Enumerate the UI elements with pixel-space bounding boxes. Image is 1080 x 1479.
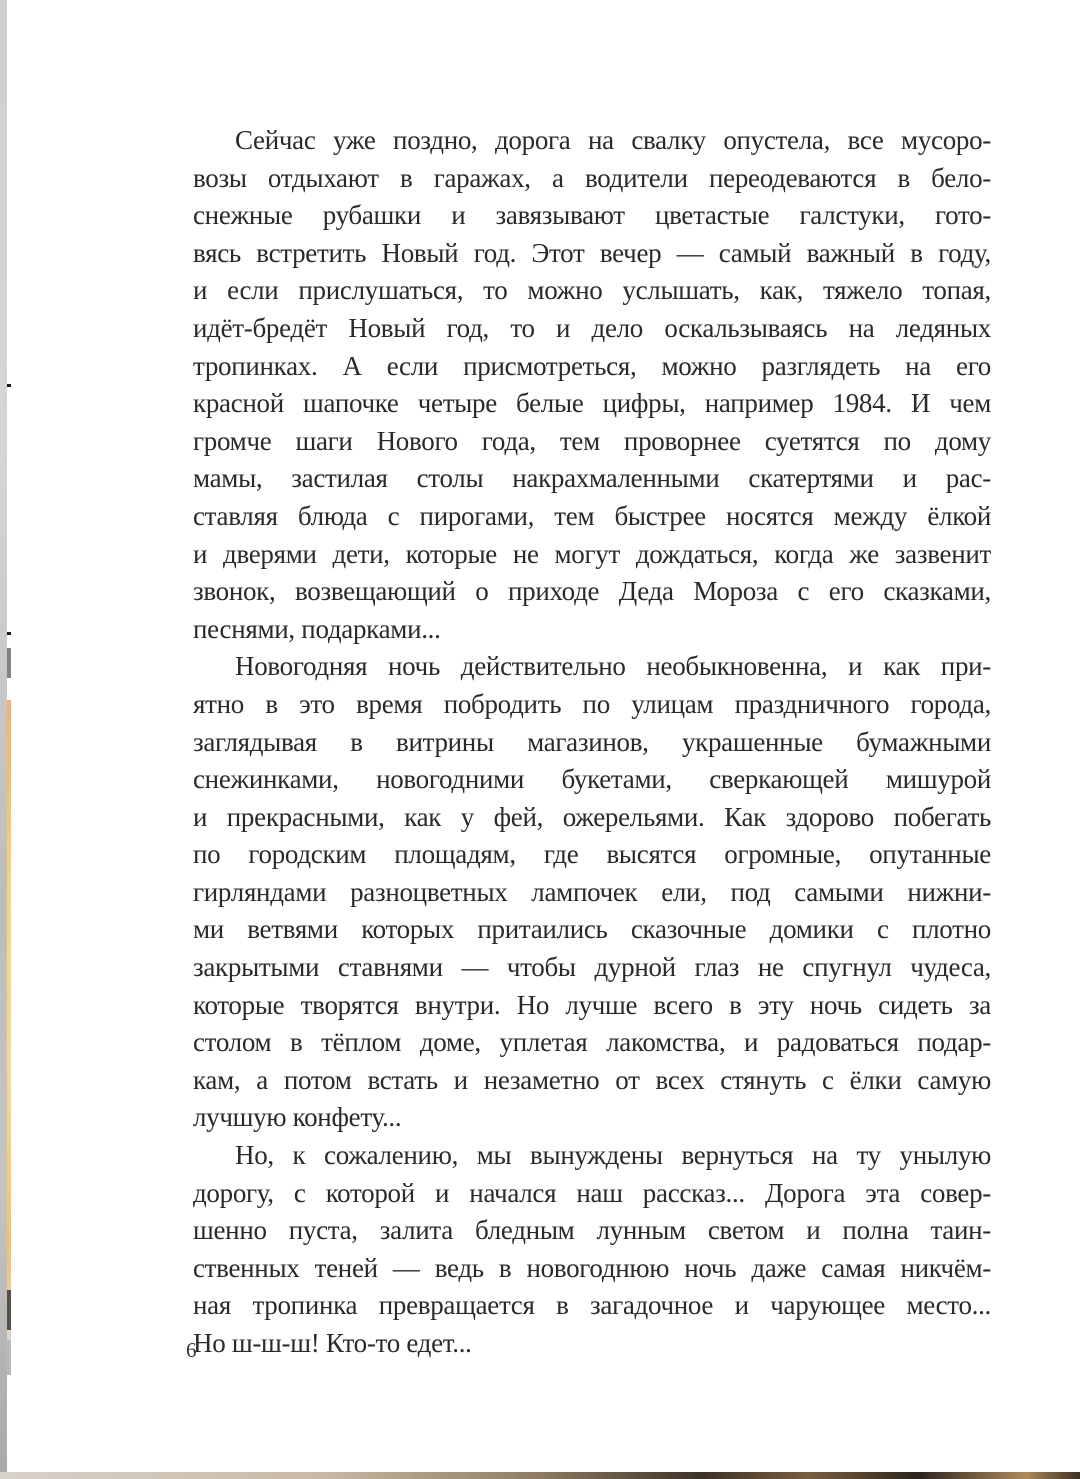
text-line: красной шапочке четыре белые цифры, например 1984. И чем bbox=[193, 388, 991, 419]
text-line: Но, к сожалению, мы вынуждены вернуться на ту унылую bbox=[235, 1140, 991, 1171]
scan-edge-bottom bbox=[0, 1472, 1080, 1479]
text-line: ми ветвями которых притаились сказочные домики с плотно bbox=[193, 914, 991, 945]
text-line: снежинками, новогодними букетами, сверкающей мишурой bbox=[193, 764, 991, 795]
scan-edge-left bbox=[0, 0, 7, 1479]
text-line: тропинках. А если присмотреться, можно разглядеть на его bbox=[193, 350, 991, 381]
text-line: и прекрасными, как у фей, ожерельями. Как здорово побегать bbox=[193, 801, 991, 832]
text-line: шенно пуста, залита бледным лунным светом и полна таин- bbox=[193, 1215, 991, 1246]
text-line: заглядывая в витрины магазинов, украшенные бумажными bbox=[193, 726, 991, 757]
text-line: закрытыми ставнями — чтобы дурной глаз не спугнул чудеса, bbox=[193, 952, 991, 983]
text-line: лучшую конфету... bbox=[193, 1102, 402, 1133]
scan-artifact-mark bbox=[7, 648, 11, 678]
paragraph-2 bbox=[193, 648, 991, 1137]
scan-artifact-mark bbox=[7, 1290, 11, 1330]
text-line: кам, а потом встать и незаметно от всех стянуть с ёлки самую bbox=[193, 1064, 991, 1095]
body-text bbox=[193, 122, 991, 1363]
paragraph-3 bbox=[193, 1137, 991, 1363]
scan-artifact-mark bbox=[7, 1340, 11, 1375]
text-line: гирляндами разноцветных лампочек ели, под самыми нижни- bbox=[193, 876, 991, 907]
scan-artifact-mark bbox=[7, 632, 11, 635]
text-line: Новогодняя ночь действительно необыкновенна, и как при- bbox=[235, 651, 991, 682]
text-line: вясь встретить Новый год. Этот вечер — самый важный в году, bbox=[193, 237, 991, 268]
text-line: ставляя блюда с пирогами, тем быстрее носятся между ёлкой bbox=[193, 500, 991, 531]
text-line: ственных теней — ведь в новогоднюю ночь даже самая никчём- bbox=[193, 1252, 991, 1283]
text-line: ятно в это время побродить по улицам праздничного города, bbox=[193, 688, 991, 719]
text-line: Но ш-ш-ш! Кто-то едет... bbox=[193, 1328, 472, 1358]
text-line: песнями, подарками... bbox=[193, 613, 441, 644]
scan-edge-color-strip bbox=[7, 700, 11, 1340]
text-line: и если прислушаться, то можно услышать, как, тяжело топая, bbox=[193, 275, 991, 306]
text-line: по городским площадям, где высятся огромные, опутанные bbox=[193, 839, 991, 870]
paragraph-1 bbox=[193, 122, 991, 648]
text-line: снежные рубашки и завязывают цветастые галстуки, гото- bbox=[193, 200, 991, 231]
text-line: ная тропинка превращается в загадочное и чарующее место... bbox=[193, 1290, 991, 1321]
text-line: и дверями дети, которые не могут дождаться, когда же зазвенит bbox=[193, 538, 991, 569]
text-line: мамы, застилая столы накрахмаленными скатертями и рас- bbox=[193, 463, 991, 494]
text-line: возы отдыхают в гаражах, а водители переодеваются в бело- bbox=[193, 162, 991, 193]
text-line: Сейчас уже поздно, дорога на свалку опустела, все мусоро- bbox=[235, 125, 991, 155]
page-number: 6 bbox=[186, 1338, 197, 1362]
text-line: звонок, возвещающий о приходе Деда Мороза с его сказками, bbox=[193, 576, 991, 607]
text-line: столом в тёплом доме, уплетая лакомства, и радоваться подар- bbox=[193, 1027, 991, 1058]
scan-artifact-mark bbox=[7, 384, 11, 387]
text-line: громче шаги Нового года, тем проворнее суетятся по дому bbox=[193, 425, 991, 456]
text-line: дорогу, с которой и начался наш рассказ... Дорога эта совер- bbox=[193, 1177, 991, 1208]
text-line: идёт-бредёт Новый год, то и дело оскальзываясь на ледяных bbox=[193, 312, 991, 343]
text-line: которые творятся внутри. Но лучше всего в эту ночь сидеть за bbox=[193, 989, 991, 1020]
